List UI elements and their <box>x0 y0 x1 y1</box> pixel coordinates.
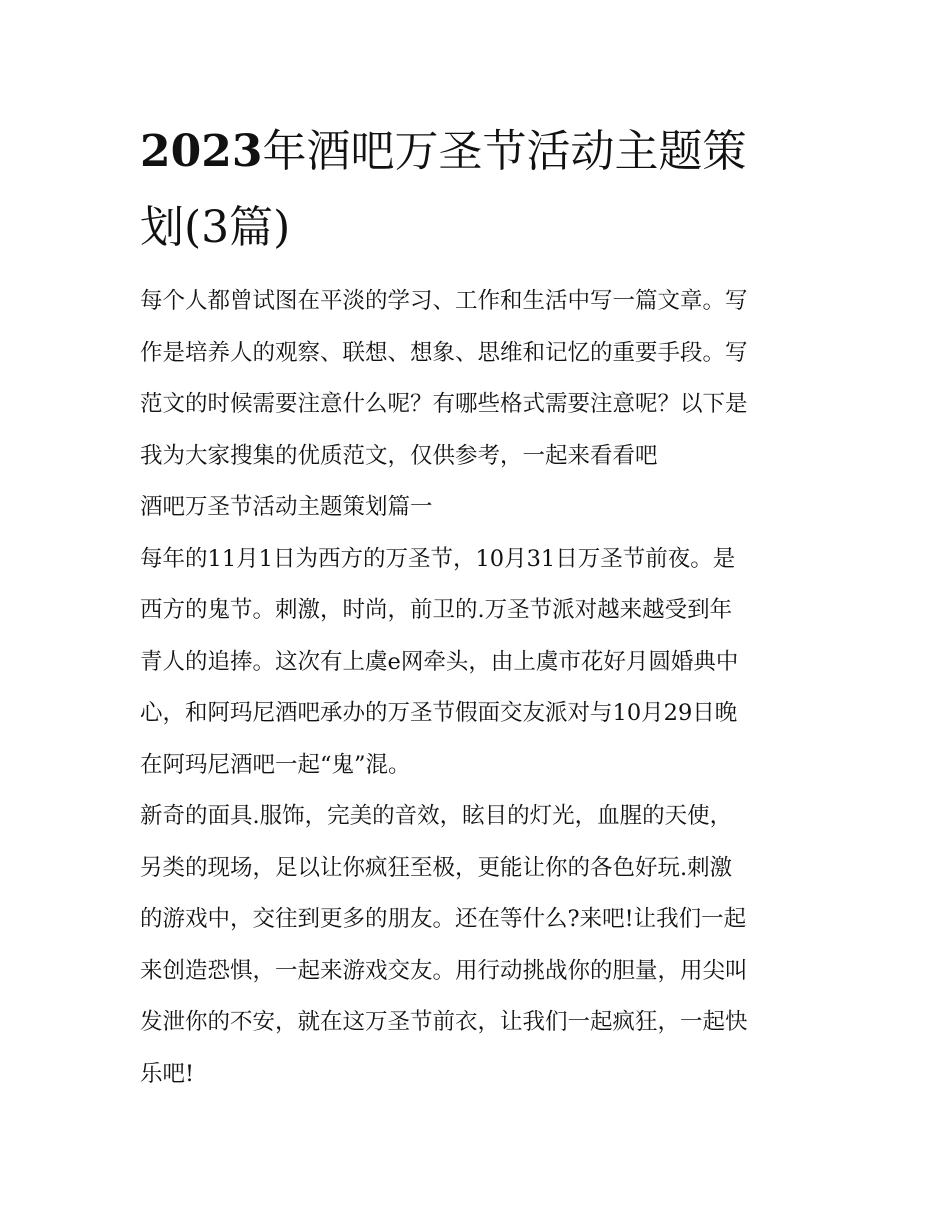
intro-line: 作是培养人的观察、联想、想象、思维和记忆的重要手段。写 <box>140 339 748 366</box>
paragraph-line: 青人的追捧。这次有上虞e网牵头，由上虞市花好月圆婚典中 <box>140 648 739 675</box>
title-year: 2023 <box>140 126 263 177</box>
intro-paragraph <box>140 276 812 482</box>
paragraph-line: 每年的11月1日为西方的万圣节，10月31日万圣节前夜。是 <box>140 545 736 572</box>
paragraph-line: 在阿玛尼酒吧一起“鬼”混。 <box>140 751 411 778</box>
paragraph-line: 新奇的面具.服饰，完美的音效，眩目的灯光，血腥的天使， <box>140 803 733 829</box>
intro-line: 范文的时候需要注意什么呢？有哪些格式需要注意呢？以下是 <box>140 391 748 417</box>
intro-line: 我为大家搜集的优质范文，仅供参考，一起来看看吧 <box>140 442 658 469</box>
document-body <box>140 114 812 1100</box>
paragraph-line: 发泄你的不安，就在这万圣节前衣，让我们一起疯狂，一起快 <box>140 1009 748 1035</box>
intro-line: 每个人都曾试图在平淡的学习、工作和生活中写一篇文章。写 <box>140 288 748 314</box>
paragraph-1 <box>140 534 812 792</box>
title-line-1 <box>140 114 812 190</box>
paragraph-2 <box>140 791 812 1100</box>
paragraph-line: 乐吧! <box>140 1060 195 1087</box>
title-line-2: 划(3篇) <box>140 202 291 253</box>
paragraph-line: 的游戏中，交往到更多的朋友。还在等什么?来吧!让我们一起 <box>140 906 747 932</box>
document-title <box>140 114 812 266</box>
paragraph-line: 另类的现场，足以让你疯狂至极，更能让你的各色好玩.刺激 <box>140 854 733 881</box>
paragraph-line: 心，和阿玛尼酒吧承办的万圣节假面交友派对与10月29日晚 <box>140 700 738 726</box>
title-line-1-rest: 年酒吧万圣节活动主题策 <box>262 126 747 177</box>
section-heading: 酒吧万圣节活动主题策划篇一 <box>140 494 433 520</box>
paragraph-line: 西方的鬼节。刺激，时尚，前卫的.万圣节派对越来越受到年 <box>140 597 733 623</box>
paragraph-line: 来创造恐惧，一起来游戏交友。用行动挑战你的胆量，用尖叫 <box>140 957 748 984</box>
